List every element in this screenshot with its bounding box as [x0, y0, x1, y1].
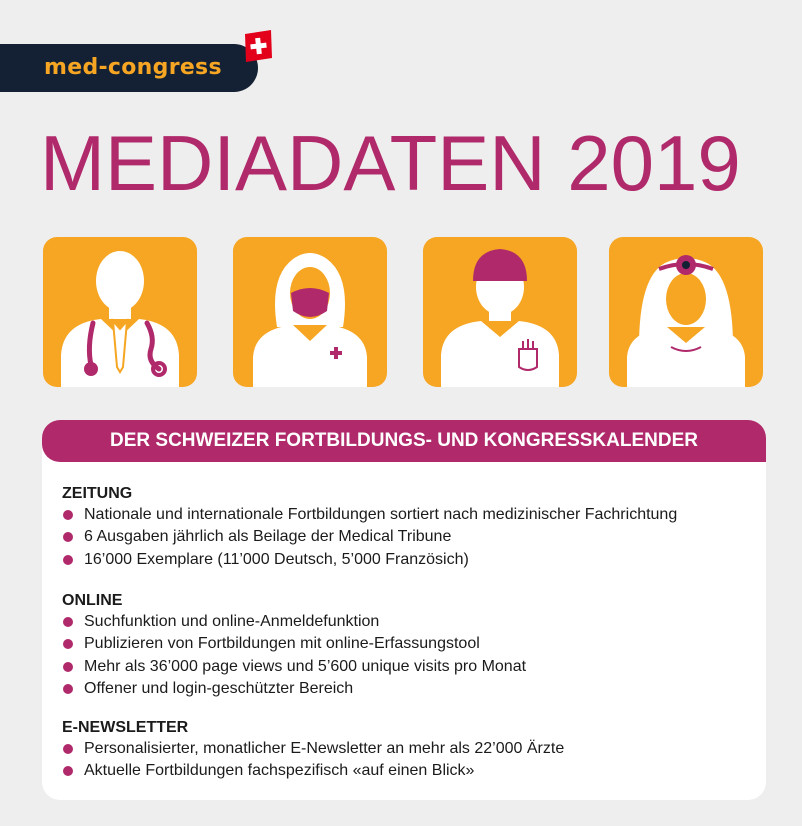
- swiss-flag-icon: [243, 30, 273, 62]
- list-item-text: 6 Ausgaben jährlich als Beilage der Medical Tribune: [84, 528, 452, 546]
- list-item-text: Aktuelle Fortbildungen fachspezifisch «auf einen Blick»: [84, 762, 475, 780]
- section-heading: ZEITUNG: [62, 485, 133, 502]
- bullet-icon: [63, 555, 73, 565]
- brand-tab: [0, 44, 258, 92]
- bullet-icon: [63, 662, 73, 672]
- list-item-text: Publizieren von Fortbildungen mit online-Erfassungstool: [84, 635, 480, 653]
- list-item: [62, 760, 564, 782]
- bullet-list: [62, 738, 564, 783]
- physician-head-mirror-icon: [609, 237, 763, 387]
- list-item: [62, 678, 526, 700]
- bullet-icon: [63, 617, 73, 627]
- section-e-newsletter: [62, 718, 564, 783]
- bullet-icon: [63, 684, 73, 694]
- tile-physician: [609, 237, 763, 387]
- list-item-text: 16’000 Exemplare (11’000 Deutsch, 5’000 Französich): [84, 550, 469, 568]
- bullet-list: [62, 504, 677, 571]
- section-zeitung: [62, 484, 677, 571]
- bullet-list: [62, 611, 526, 700]
- list-item: [62, 633, 526, 655]
- list-item: [62, 656, 526, 678]
- bullet-icon: [63, 532, 73, 542]
- list-item-text: Offener und login-geschützter Bereich: [84, 679, 354, 697]
- surgeon-cap-icon: [423, 237, 577, 387]
- list-item-text: Personalisierter, monatlicher E-Newsletter an mehr als 22’000 Ärzte: [84, 740, 565, 757]
- list-item: [62, 738, 564, 760]
- section-heading: ONLINE: [62, 592, 123, 609]
- list-item: [62, 526, 677, 548]
- list-item: [62, 549, 677, 571]
- doctor-stethoscope-icon: [43, 237, 197, 387]
- section-heading: E-NEWSLETTER: [62, 719, 189, 736]
- list-item-text: Mehr als 36’000 page views und 5’600 unique visits pro Monat: [84, 657, 527, 675]
- list-item-text: Suchfunktion und online-Anmeldefunktion: [84, 613, 380, 630]
- tile-doctor: [43, 237, 197, 387]
- section-banner: DER SCHWEIZER FORTBILDUNGS- UND KONGRESSKALENDER: [42, 420, 766, 462]
- bullet-icon: [63, 766, 73, 776]
- brand-label: med-congress: [44, 55, 222, 80]
- bullet-icon: [63, 639, 73, 649]
- tile-surgeon: [423, 237, 577, 387]
- list-item: [62, 504, 677, 526]
- nurse-mask-icon: [233, 237, 387, 387]
- list-item-text: Nationale und internationale Fortbildungen sortiert nach medizinischer Fachrichtung: [84, 506, 678, 523]
- list-item: [62, 611, 526, 633]
- bullet-icon: [63, 744, 73, 754]
- page-title: MEDIADATEN 2019: [40, 119, 741, 207]
- section-online: [62, 591, 526, 700]
- tile-nurse: [233, 237, 387, 387]
- bullet-icon: [63, 510, 73, 520]
